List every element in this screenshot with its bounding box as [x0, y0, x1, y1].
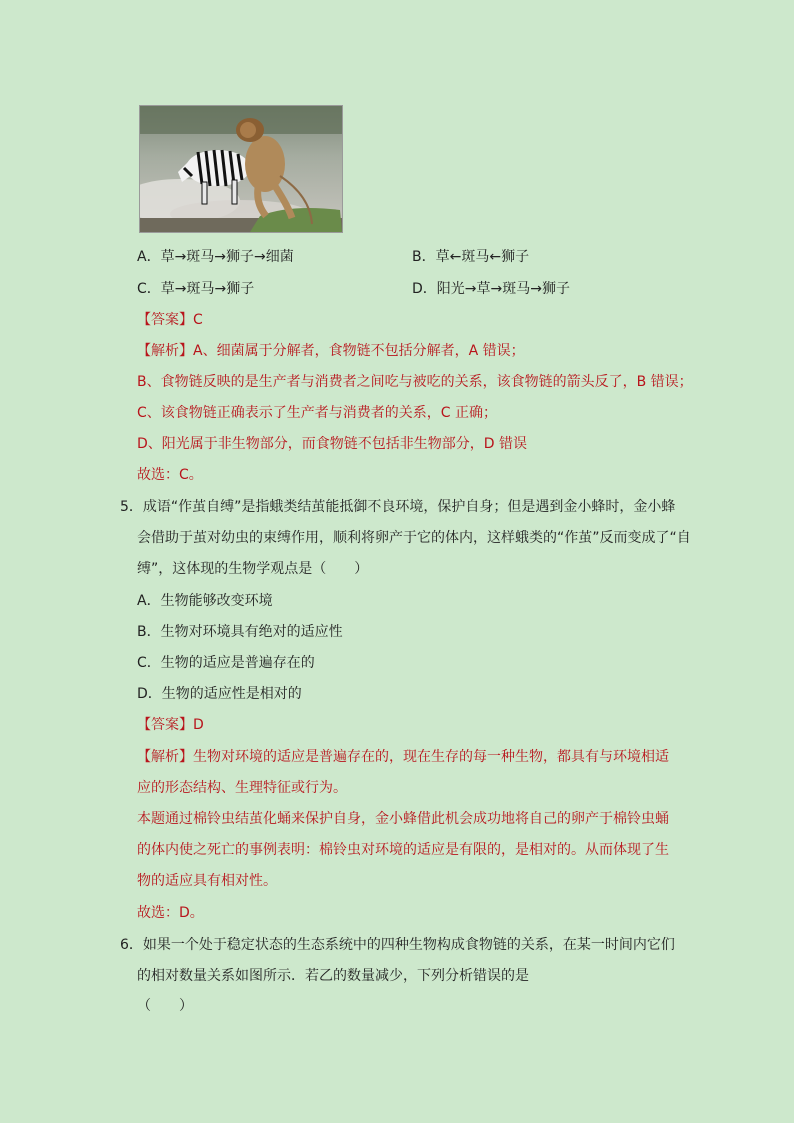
q5-option-d: D．生物的适应性是相对的	[137, 686, 302, 702]
answer-value: C	[193, 312, 203, 328]
q5-option-b: B．生物对环境具有绝对的适应性	[137, 624, 343, 640]
q5-stem-line-1: 5．成语“作茧自缚”是指蛾类结茧能抵御不良环境，保护自身；但是遇到金小蜂时，金小蜂	[120, 499, 676, 515]
q4-analysis-line-2: B、食物链反映的是生产者与消费者之间吃与被吃的关系，该食物链的箭头反了，B 错误；	[137, 374, 693, 390]
q5-analysis-line-4: 的体内使之死亡的事例表明：棉铃虫对环境的适应是有限的，是相对的。从而体现了生	[137, 842, 669, 858]
q5-answer	[137, 715, 204, 735]
q5-option-a: A．生物能够改变环境	[137, 593, 273, 609]
lion-zebra-photo	[139, 105, 343, 233]
q6-stem-line-2: 的相对数量关系如图所示．若乙的数量减少，下列分析错误的是	[137, 968, 529, 984]
q4-answer	[137, 310, 203, 330]
q5-analysis-line-2: 应的形态结构、生理特征或行为。	[137, 780, 347, 796]
q4-conclusion: 故选：C。	[137, 467, 203, 483]
analysis-text: A、细菌属于分解者，食物链不包括分解者，A 错误；	[193, 343, 525, 359]
q5-analysis-line-3: 本题通过棉铃虫结茧化蛹来保护自身，金小蜂借此机会成功地将自己的卵产于棉铃虫蛹	[137, 811, 669, 827]
analysis-label: 【解析】	[137, 749, 193, 765]
q5-analysis-line-1	[137, 747, 669, 767]
q5-stem-line-2: 会借助于茧对幼虫的束缚作用，顺利将卵产于它的体内，这样蛾类的“作茧”反而变成了“自	[137, 530, 691, 546]
q4-analysis-line-3: C、该食物链正确表示了生产者与消费者的关系，C 正确；	[137, 405, 497, 421]
q4-option-a: A．草→斑马→狮子→细菌	[137, 249, 294, 265]
answer-label: 【答案】	[137, 312, 193, 328]
q5-stem-line-3: 缚”，这体现的生物学观点是（ ）	[137, 561, 369, 577]
q4-analysis-line-4: D、阳光属于非生物部分，而食物链不包括非生物部分，D 错误	[137, 436, 528, 452]
lion-zebra-image	[140, 106, 342, 232]
q4-option-d: D．阳光→草→斑马→狮子	[412, 281, 570, 297]
q5-option-c: C．生物的适应是普遍存在的	[137, 655, 315, 671]
answer-value: D	[193, 717, 204, 733]
analysis-text: 生物对环境的适应是普遍存在的，现在生存的每一种生物，都具有与环境相适	[193, 749, 669, 765]
q6-stem-line-3: （ ）	[137, 998, 193, 1014]
q5-analysis-line-5: 物的适应具有相对性。	[137, 873, 277, 889]
q4-option-b: B．草←斑马←狮子	[412, 249, 530, 265]
q6-stem-line-1: 6．如果一个处于稳定状态的生态系统中的四种生物构成食物链的关系，在某一时间内它们	[120, 937, 675, 953]
analysis-label: 【解析】	[137, 343, 193, 359]
q4-analysis-line-1	[137, 341, 525, 361]
q4-option-c: C．草→斑马→狮子	[137, 281, 255, 297]
q5-conclusion: 故选：D。	[137, 905, 204, 921]
answer-label: 【答案】	[137, 717, 193, 733]
